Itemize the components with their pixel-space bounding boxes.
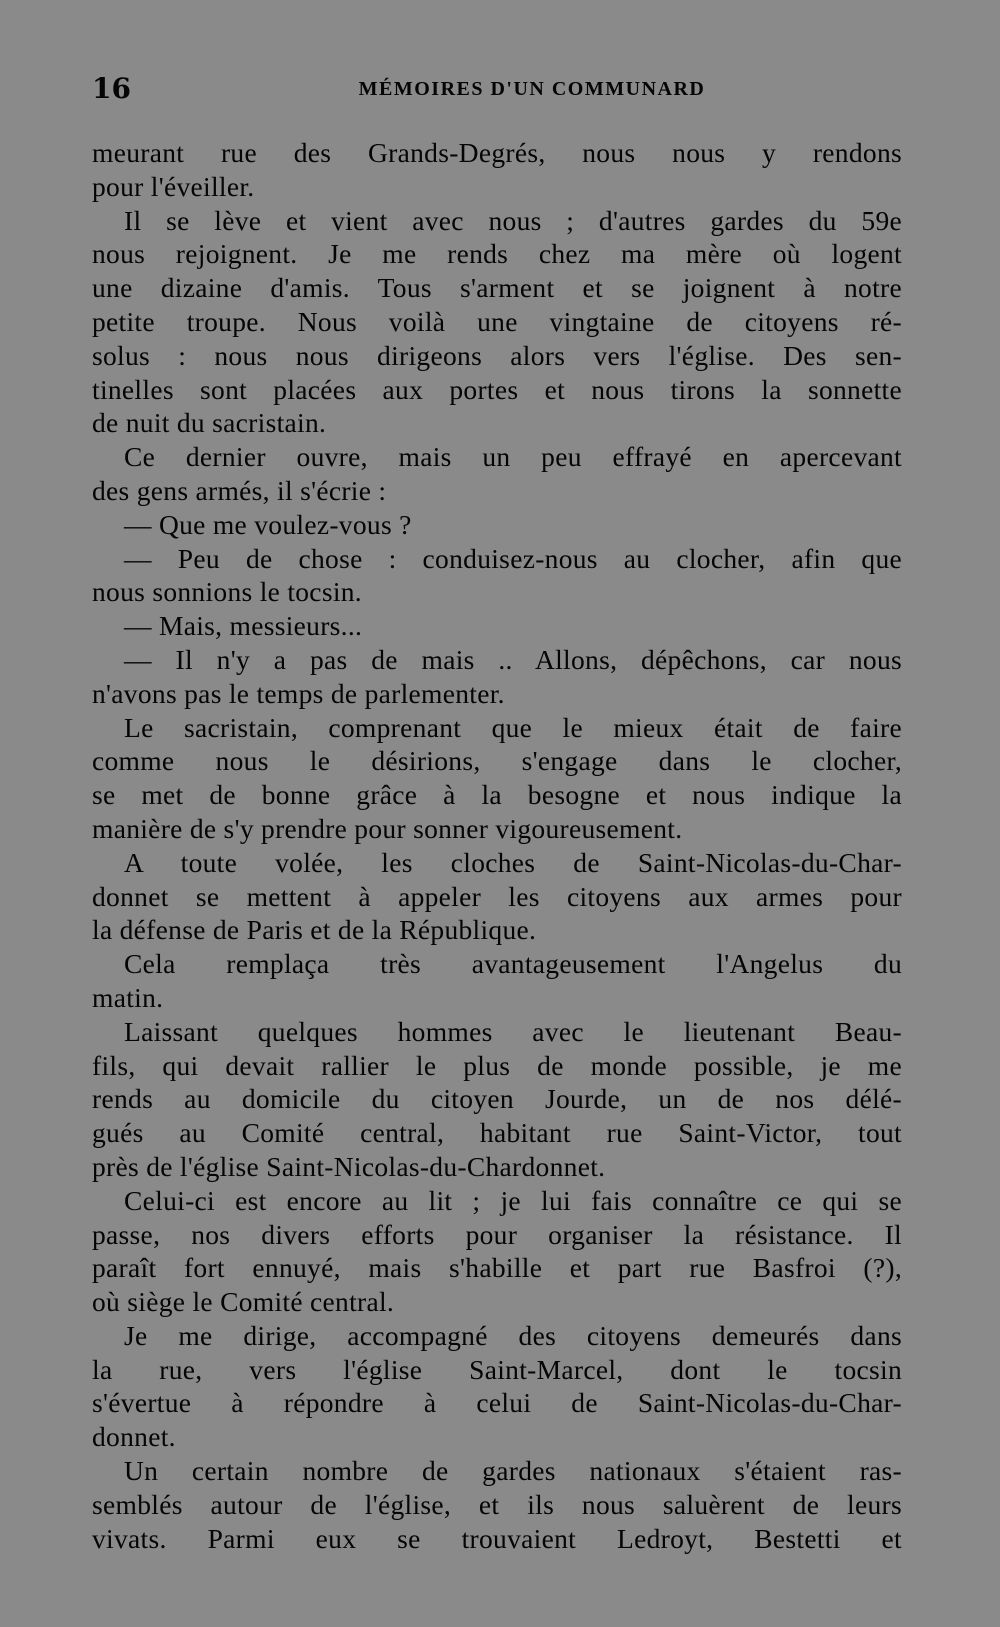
text-line: donnet se mettent à appeler les citoyens aux armes pour <box>92 880 902 912</box>
text-line: près de l'église Saint-Nicolas-du-Chardonnet. <box>92 1150 606 1182</box>
text-line: la défense de Paris et de la République. <box>92 914 537 946</box>
text-line: Un certain nombre de gardes nationaux s'étaient ras- <box>124 1455 902 1487</box>
text-line: comme nous le désirions, s'engage dans le clocher, <box>92 745 902 777</box>
text-line: la rue, vers l'église Saint-Marcel, dont le tocsin <box>92 1353 902 1385</box>
text-line: de nuit du sacristain. <box>92 407 327 439</box>
text-line: Laissant quelques hommes avec le lieutenant Beau- <box>124 1015 902 1047</box>
text-line: s'évertue à répondre à celui de Saint-Nicolas-du-Char- <box>92 1387 902 1419</box>
text-line: donnet. <box>92 1421 176 1453</box>
text-line: des gens armés, il s'écrie : <box>92 474 387 506</box>
text-line: — Peu de chose : conduisez-nous au clocher, afin que <box>124 542 902 574</box>
text-line: Ce dernier ouvre, mais un peu effrayé en apercevant <box>124 441 902 473</box>
page-number: 16 <box>92 72 131 105</box>
text-line: rends au domicile du citoyen Jourde, un de nos délé- <box>92 1083 902 1115</box>
page-header <box>92 72 902 112</box>
text-line: Je me dirige, accompagné des citoyens demeurés dans <box>124 1319 902 1351</box>
text-line: Le sacristain, comprenant que le mieux était de faire <box>124 711 902 743</box>
text-line: Celui-ci est encore au lit ; je lui fais connaître ce qui se <box>124 1184 902 1216</box>
running-title: MÉMOIRES D'UN COMMUNARD <box>358 78 706 100</box>
text-line: manière de s'y prendre pour sonner vigoureusement. <box>92 812 683 844</box>
text-line: vivats. Parmi eux se trouvaient Ledroyt, Bestetti et <box>92 1522 902 1554</box>
text-line: solus : nous nous dirigeons alors vers l'église. Des sen- <box>92 339 902 371</box>
text-line: — Mais, messieurs... <box>124 610 363 642</box>
text-line: pour l'éveiller. <box>92 170 255 202</box>
text-line: petite troupe. Nous voilà une vingtaine de citoyens ré- <box>92 305 902 337</box>
text-line: Cela remplaça très avantageusement l'Angelus du <box>124 948 902 980</box>
text-line: matin. <box>92 981 164 1013</box>
text-line: n'avons pas le temps de parlementer. <box>92 677 505 709</box>
text-line: passe, nos divers efforts pour organiser la résistance. Il <box>92 1218 902 1250</box>
text-line: nous sonnions le tocsin. <box>92 576 362 608</box>
text-line: paraît fort ennuyé, mais s'habille et part rue Basfroi (?), <box>92 1252 902 1284</box>
text-line: tinelles sont placées aux portes et nous tirons la sonnette <box>92 373 902 405</box>
text-line: une dizaine d'amis. Tous s'arment et se joignent à notre <box>92 272 902 304</box>
text-line: semblés autour de l'église, et ils nous saluèrent de leurs <box>92 1488 902 1520</box>
text-line: A toute volée, les cloches de Saint-Nicolas-du-Char- <box>124 846 902 878</box>
body-text <box>92 136 902 1555</box>
text-line: — Que me voulez-vous ? <box>124 508 412 540</box>
text-line: nous rejoignent. Je me rends chez ma mère où logent <box>92 238 902 270</box>
text-line: fils, qui devait rallier le plus de monde possible, je me <box>92 1049 902 1081</box>
text-line: meurant rue des Grands-Degrés, nous nous y rendons <box>92 137 902 168</box>
text-line: Il se lève et vient avec nous ; d'autres gardes du 59e <box>124 204 902 236</box>
text-line: — Il n'y a pas de mais .. Allons, dépêchons, car nous <box>124 643 902 675</box>
text-line: gués au Comité central, habitant rue Saint-Victor, tout <box>92 1117 902 1149</box>
text-line: se met de bonne grâce à la besogne et nous indique la <box>92 779 902 811</box>
text-line: où siège le Comité central. <box>92 1286 395 1318</box>
